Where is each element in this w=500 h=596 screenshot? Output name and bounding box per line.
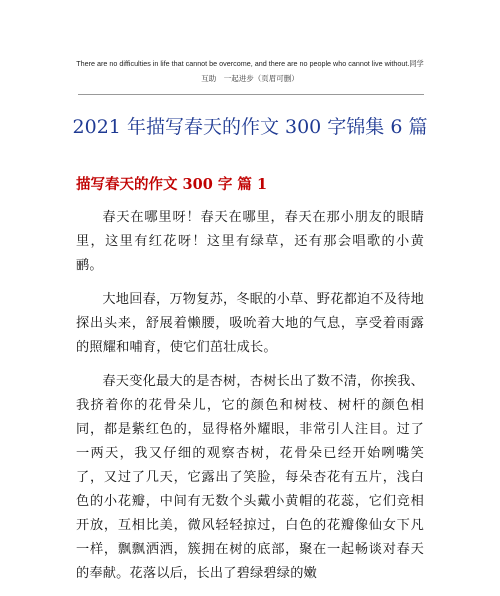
section-heading: 描写春天的作文 300 字 篇 1	[76, 176, 268, 193]
paragraph-3: 春天变化最大的是杏树，杏树长出了数不清，你挨我、我挤着你的花骨朵儿，它的颜色和树枝、树杆的颜色相同，都是紫红色的，显得格外耀眼，非常引人注目。过了一两天，我又仔细的观察杏树，花骨朵已经开始咧嘴笑了，又过了几天，它露出了笑脸，每朵杏花有五片，浅白色的小花瓣，中间有无数个头戴小黄帽的花蕊，它们竞相开放，互相比美，微风轻轻掠过，白色的花瓣像仙女下凡一样，飘飘洒洒，簇拥在树的底部，聚在一起畅谈对春天的奉献。花落以后，长出了碧绿碧绿的嫩	[76, 374, 424, 581]
paragraph-1: 春天在哪里呀！春天在哪里，春天在那小朋友的眼睛里，这里有红花呀！这里有绿草，还有那会唱歌的小黄鹂。	[76, 210, 424, 273]
essay-body	[76, 206, 424, 596]
document-title: 2021 年描写春天的作文 300 字锦集 6 篇	[72, 116, 428, 138]
header-divider	[78, 94, 424, 95]
paragraph-2: 大地回春，万物复苏，冬眠的小草、野花都迫不及待地探出头来，舒展着懒腰，吸吮着大地的气息，享受着雨露的照耀和哺育，使它们茁壮成长。	[76, 292, 424, 355]
page-header	[0, 58, 500, 85]
header-note: 互助 一起进步（页眉可删）	[201, 74, 299, 83]
header-motto: There are no difficulties in life that cannot be overcome, and there are no people who cannot live without.同学	[76, 59, 424, 68]
